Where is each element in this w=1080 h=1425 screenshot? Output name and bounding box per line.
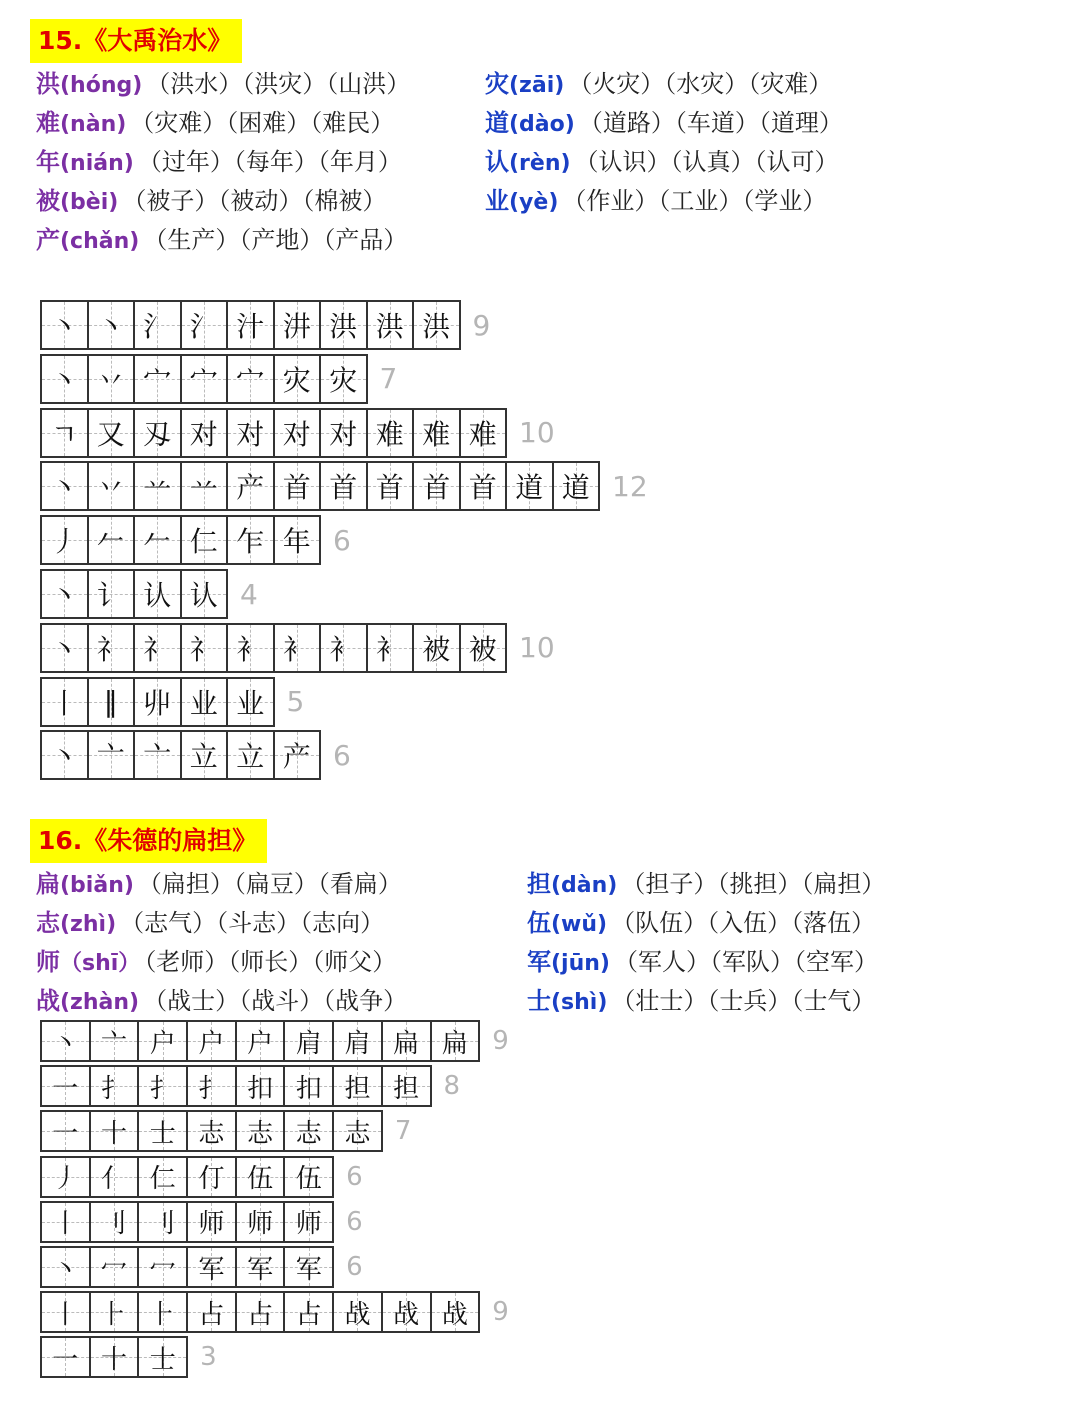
vocab-line: 灾(zāi) （火灾）（水灾）（灾难） bbox=[485, 69, 833, 98]
vocab-line: 道(dào) （道路）（车道）（道理） bbox=[485, 108, 843, 137]
stroke-step-cell: 仁 bbox=[139, 1158, 188, 1196]
stroke-step-cell: 丷 bbox=[89, 463, 136, 509]
stroke-grid bbox=[40, 1336, 188, 1378]
stroke-step-cell: 师 bbox=[285, 1203, 334, 1241]
stroke-grid bbox=[40, 1110, 383, 1152]
stroke-order-row bbox=[40, 1201, 363, 1243]
stroke-step-cell: 伍 bbox=[285, 1158, 334, 1196]
stroke-step-cell: 洪 bbox=[368, 302, 415, 348]
stroke-step-cell: 扁 bbox=[383, 1022, 432, 1060]
stroke-step-cell: 仁 bbox=[182, 517, 229, 563]
stroke-step-cell: 丶 bbox=[89, 302, 136, 348]
stroke-order-row bbox=[40, 1065, 460, 1107]
vocab-line: 师（shī） （老师）（师长）（师父） bbox=[36, 947, 397, 976]
stroke-grid bbox=[40, 1291, 480, 1333]
stroke-step-cell: 产 bbox=[275, 732, 322, 778]
stroke-count: 5 bbox=[286, 685, 305, 719]
stroke-order-row bbox=[40, 569, 258, 619]
stroke-step-cell: 军 bbox=[285, 1248, 334, 1286]
stroke-step-cell: 战 bbox=[383, 1293, 432, 1331]
stroke-step-cell: 冖 bbox=[139, 1248, 188, 1286]
stroke-step-cell: 首 bbox=[461, 463, 508, 509]
lesson-15-number: 15. bbox=[38, 26, 83, 55]
stroke-step-cell: 冖 bbox=[91, 1248, 140, 1286]
stroke-step-cell: 洪 bbox=[414, 302, 461, 348]
stroke-count: 6 bbox=[333, 523, 351, 557]
vocab-line: 年(nián) （过年）（每年）（年月） bbox=[36, 147, 402, 176]
stroke-order-row bbox=[40, 1020, 509, 1062]
stroke-grid bbox=[40, 730, 321, 780]
stroke-step-cell: 担 bbox=[383, 1067, 432, 1105]
stroke-step-cell: 𠂉 bbox=[89, 517, 136, 563]
vocab-line: 志(zhì) （志气）（斗志）（志向） bbox=[36, 908, 385, 937]
vocab-line: 战(zhàn) （战士）（战斗）（战争） bbox=[36, 986, 408, 1015]
stroke-step-cell: 难 bbox=[414, 410, 461, 456]
vocab-line: 被(bèi) （被子）（被动）（棉被） bbox=[36, 186, 387, 215]
stroke-step-cell: 汫 bbox=[275, 302, 322, 348]
vocab-line: 洪(hóng) （洪水）（洪灾）（山洪） bbox=[36, 69, 411, 98]
stroke-grid bbox=[40, 1246, 334, 1288]
stroke-step-cell: 户 bbox=[237, 1022, 286, 1060]
lesson-15-title bbox=[30, 19, 242, 63]
stroke-step-cell: 丷 bbox=[89, 356, 136, 402]
stroke-step-cell: 一 bbox=[42, 1112, 91, 1150]
stroke-step-cell: 丨 bbox=[42, 1293, 91, 1331]
stroke-step-cell: 丨 bbox=[42, 1203, 91, 1241]
stroke-step-cell: 道 bbox=[507, 463, 554, 509]
stroke-step-cell: 对 bbox=[228, 410, 275, 456]
stroke-step-cell: 产 bbox=[228, 463, 275, 509]
stroke-count: 6 bbox=[346, 1206, 363, 1237]
stroke-count: 9 bbox=[492, 1297, 509, 1328]
stroke-step-cell: 丱 bbox=[135, 679, 182, 725]
stroke-step-cell: 氵 bbox=[182, 302, 229, 348]
stroke-step-cell: 丶 bbox=[42, 463, 89, 509]
stroke-step-cell: 衤 bbox=[228, 625, 275, 671]
stroke-step-cell: 丶 bbox=[42, 732, 89, 778]
stroke-step-cell: 扌 bbox=[91, 1067, 140, 1105]
vocab-line: 士(shì) （壮士）（士兵）（士气） bbox=[527, 986, 876, 1015]
stroke-order-row bbox=[40, 1110, 411, 1152]
stroke-step-cell: 扌 bbox=[188, 1067, 237, 1105]
stroke-order-row bbox=[40, 515, 351, 565]
stroke-order-row bbox=[40, 408, 555, 458]
stroke-count: 6 bbox=[346, 1161, 363, 1192]
vocab-line: 认(rèn) （认识）（认真）（认可） bbox=[485, 147, 839, 176]
stroke-step-cell: 扌 bbox=[139, 1067, 188, 1105]
stroke-step-cell: 亠 bbox=[135, 732, 182, 778]
stroke-count: 7 bbox=[379, 362, 398, 396]
stroke-step-cell: ㄱ bbox=[42, 410, 89, 456]
stroke-step-cell: 丶 bbox=[42, 571, 89, 617]
stroke-step-cell: 道 bbox=[554, 463, 601, 509]
stroke-step-cell: 首 bbox=[414, 463, 461, 509]
stroke-step-cell: 丨 bbox=[42, 679, 89, 725]
stroke-step-cell: 伍 bbox=[237, 1158, 286, 1196]
stroke-step-cell: 业 bbox=[182, 679, 229, 725]
stroke-step-cell: 首 bbox=[321, 463, 368, 509]
lesson-15-name: 《大禹治水》 bbox=[82, 26, 233, 55]
vocab-line: 难(nàn) （灾难）（困难）（难民） bbox=[36, 108, 395, 137]
stroke-count: 12 bbox=[612, 469, 648, 503]
stroke-order-row bbox=[40, 461, 648, 511]
stroke-step-cell: 被 bbox=[414, 625, 461, 671]
stroke-count: 4 bbox=[240, 577, 258, 611]
stroke-step-cell: 𠂉 bbox=[135, 517, 182, 563]
stroke-grid bbox=[40, 1201, 334, 1243]
stroke-order-row bbox=[40, 677, 304, 727]
stroke-step-cell: 师 bbox=[237, 1203, 286, 1241]
stroke-order-row bbox=[40, 1156, 363, 1198]
stroke-step-cell: 业 bbox=[228, 679, 275, 725]
stroke-step-cell: 肩 bbox=[334, 1022, 383, 1060]
stroke-step-cell: 一 bbox=[42, 1338, 91, 1376]
stroke-step-cell: 礻 bbox=[135, 625, 182, 671]
vocab-line: 业(yè) （作业）（工业）（学业） bbox=[485, 186, 827, 215]
stroke-order-row bbox=[40, 300, 490, 350]
stroke-grid bbox=[40, 300, 461, 350]
stroke-step-cell: 氵 bbox=[135, 302, 182, 348]
stroke-step-cell: 户 bbox=[139, 1022, 188, 1060]
stroke-count: 8 bbox=[443, 1071, 461, 1102]
stroke-step-cell: 洪 bbox=[321, 302, 368, 348]
stroke-count: 6 bbox=[346, 1252, 363, 1282]
stroke-step-cell: 年 bbox=[275, 517, 322, 563]
stroke-step-cell: 军 bbox=[188, 1248, 237, 1286]
stroke-step-cell: 占 bbox=[188, 1293, 237, 1331]
stroke-step-cell: 仃 bbox=[188, 1158, 237, 1196]
stroke-step-cell: 师 bbox=[188, 1203, 237, 1241]
stroke-step-cell: 扣 bbox=[237, 1067, 286, 1105]
stroke-step-cell: 丿 bbox=[42, 1158, 91, 1196]
stroke-step-cell: 丶 bbox=[42, 1022, 91, 1060]
stroke-grid bbox=[40, 1156, 334, 1198]
lesson-16-number: 16. bbox=[38, 826, 83, 855]
stroke-step-cell: 占 bbox=[237, 1293, 286, 1331]
stroke-step-cell: 礻 bbox=[89, 625, 136, 671]
stroke-count: 10 bbox=[519, 631, 555, 665]
stroke-step-cell: 肩 bbox=[285, 1022, 334, 1060]
stroke-grid bbox=[40, 1020, 480, 1062]
stroke-order-row bbox=[40, 623, 555, 673]
stroke-step-cell: ⺊ bbox=[91, 1293, 140, 1331]
stroke-grid bbox=[40, 354, 368, 404]
stroke-step-cell: 对 bbox=[321, 410, 368, 456]
stroke-step-cell: 志 bbox=[334, 1112, 383, 1150]
vocab-line: 伍(wǔ) （队伍）（入伍）（落伍） bbox=[527, 908, 876, 937]
vocab-line: 军(jūn) （军人）（军队）（空军） bbox=[527, 947, 878, 976]
stroke-count: 9 bbox=[492, 1026, 509, 1056]
stroke-step-cell: 战 bbox=[432, 1293, 481, 1331]
stroke-step-cell: 扁 bbox=[432, 1022, 481, 1060]
stroke-order-row bbox=[40, 354, 397, 404]
stroke-grid bbox=[40, 515, 321, 565]
stroke-order-row bbox=[40, 730, 351, 780]
stroke-step-cell: 汁 bbox=[228, 302, 275, 348]
stroke-step-cell: 一 bbox=[42, 1067, 91, 1105]
stroke-step-cell: 衤 bbox=[321, 625, 368, 671]
stroke-step-cell: 丿 bbox=[42, 517, 89, 563]
stroke-step-cell: 灾 bbox=[321, 356, 368, 402]
stroke-step-cell: 宀 bbox=[182, 356, 229, 402]
stroke-step-cell: 丶 bbox=[42, 302, 89, 348]
stroke-step-cell: 首 bbox=[368, 463, 415, 509]
stroke-step-cell: 难 bbox=[368, 410, 415, 456]
stroke-step-cell: 扣 bbox=[285, 1067, 334, 1105]
stroke-step-cell: 衤 bbox=[368, 625, 415, 671]
lesson-16-name: 《朱德的扁担》 bbox=[82, 826, 258, 855]
stroke-step-cell: 䒑 bbox=[182, 463, 229, 509]
stroke-step-cell: 亠 bbox=[89, 732, 136, 778]
stroke-step-cell: 对 bbox=[275, 410, 322, 456]
stroke-grid bbox=[40, 408, 507, 458]
stroke-step-cell: 刄 bbox=[135, 410, 182, 456]
stroke-count: 10 bbox=[519, 416, 555, 450]
stroke-step-cell: 战 bbox=[334, 1293, 383, 1331]
stroke-step-cell: 亠 bbox=[91, 1022, 140, 1060]
stroke-step-cell: 十 bbox=[91, 1112, 140, 1150]
vocab-line: 产(chǎn) （生产）（产地）（产品） bbox=[36, 225, 408, 254]
stroke-step-cell: 丶 bbox=[42, 1248, 91, 1286]
stroke-step-cell: 宀 bbox=[135, 356, 182, 402]
stroke-grid bbox=[40, 569, 228, 619]
stroke-step-cell: 士 bbox=[139, 1338, 188, 1376]
vocab-line: 扁(biǎn) （扁担）（扁豆）（看扁） bbox=[36, 869, 402, 898]
stroke-step-cell: 志 bbox=[285, 1112, 334, 1150]
stroke-order-row bbox=[40, 1336, 217, 1378]
stroke-grid bbox=[40, 677, 275, 727]
stroke-step-cell: 灾 bbox=[275, 356, 322, 402]
stroke-step-cell: 志 bbox=[237, 1112, 286, 1150]
stroke-step-cell: 乍 bbox=[228, 517, 275, 563]
stroke-order-row bbox=[40, 1246, 363, 1288]
stroke-step-cell: ‖ bbox=[89, 679, 136, 725]
stroke-step-cell: 认 bbox=[135, 571, 182, 617]
stroke-step-cell: 士 bbox=[139, 1112, 188, 1150]
stroke-step-cell: 讠 bbox=[89, 571, 136, 617]
stroke-step-cell: 首 bbox=[275, 463, 322, 509]
stroke-step-cell: 又 bbox=[89, 410, 136, 456]
stroke-step-cell: 认 bbox=[182, 571, 229, 617]
stroke-step-cell: 丶 bbox=[42, 356, 89, 402]
stroke-step-cell: 志 bbox=[188, 1112, 237, 1150]
stroke-step-cell: 丶 bbox=[42, 625, 89, 671]
stroke-order-row bbox=[40, 1291, 509, 1333]
stroke-step-cell: 䒑 bbox=[135, 463, 182, 509]
stroke-step-cell: 立 bbox=[228, 732, 275, 778]
stroke-step-cell: 占 bbox=[285, 1293, 334, 1331]
stroke-step-cell: 亻 bbox=[91, 1158, 140, 1196]
stroke-step-cell: 难 bbox=[461, 410, 508, 456]
stroke-step-cell: 担 bbox=[334, 1067, 383, 1105]
stroke-step-cell: 十 bbox=[91, 1338, 140, 1376]
stroke-step-cell: 礻 bbox=[182, 625, 229, 671]
stroke-count: 6 bbox=[333, 738, 351, 772]
vocab-line: 担(dàn) （担子）（挑担）（扁担） bbox=[527, 869, 886, 898]
stroke-grid bbox=[40, 461, 600, 511]
stroke-step-cell: 宀 bbox=[228, 356, 275, 402]
stroke-step-cell: 户 bbox=[188, 1022, 237, 1060]
stroke-step-cell: 军 bbox=[237, 1248, 286, 1286]
stroke-count: 9 bbox=[472, 308, 491, 342]
lesson-16-title bbox=[30, 819, 267, 863]
stroke-step-cell: 被 bbox=[461, 625, 508, 671]
stroke-count: 3 bbox=[200, 1342, 217, 1373]
stroke-step-cell: ⺊ bbox=[139, 1293, 188, 1331]
stroke-step-cell: 刂 bbox=[91, 1203, 140, 1241]
stroke-step-cell: 对 bbox=[182, 410, 229, 456]
stroke-step-cell: 刂 bbox=[139, 1203, 188, 1241]
stroke-step-cell: 立 bbox=[182, 732, 229, 778]
stroke-step-cell: 衤 bbox=[275, 625, 322, 671]
stroke-count: 7 bbox=[394, 1116, 412, 1147]
stroke-grid bbox=[40, 1065, 432, 1107]
stroke-grid bbox=[40, 623, 507, 673]
